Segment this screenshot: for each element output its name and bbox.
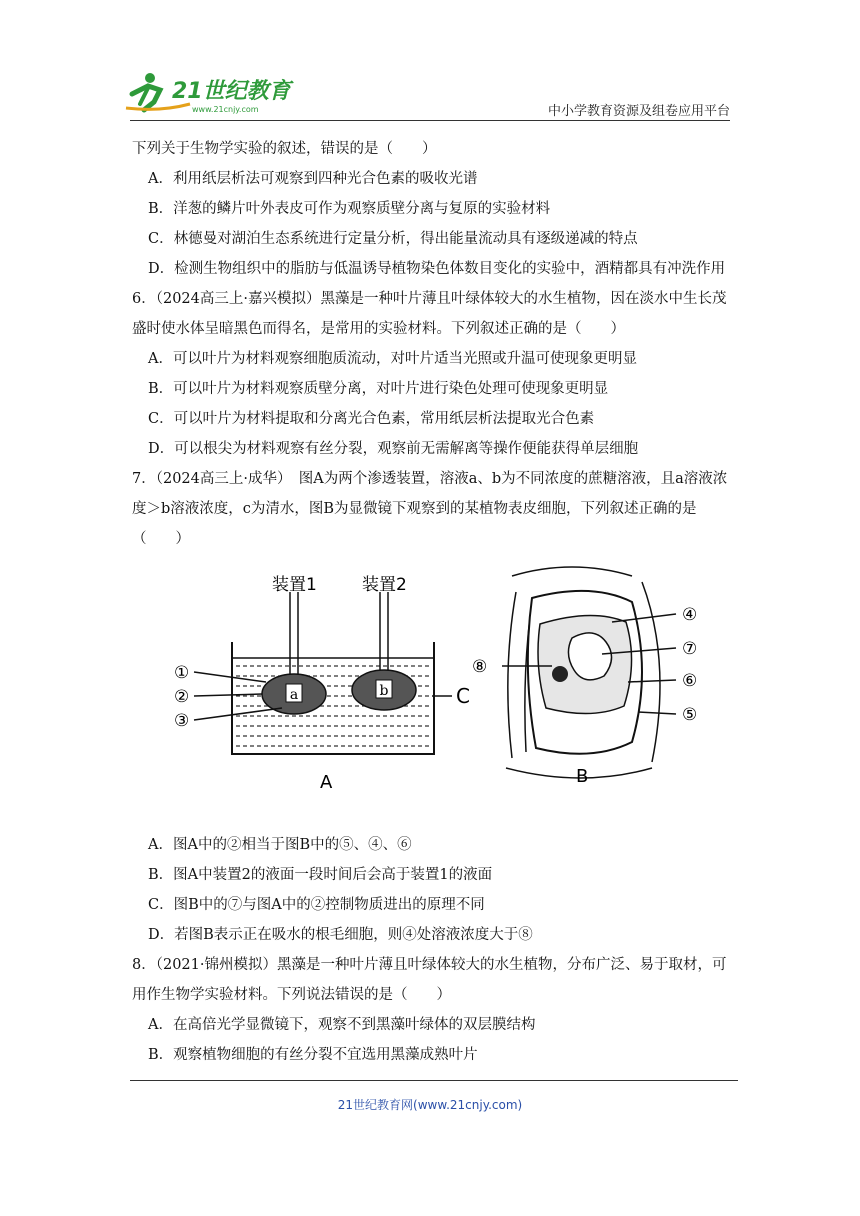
q8-stem: 8．（2021·锦州模拟）黑藻是一种叶片薄且叶绿体较大的水生植物，分布广泛、易于取材，可用作生物学实验材料。下列说法错误的是（ ）: [132, 957, 727, 1003]
q6-option-c: C．可以叶片为材料提取和分离光合色素，常用纸层析法提取光合色素: [148, 411, 595, 427]
logo-figure-icon: [145, 73, 155, 83]
marker-6: ⑥: [682, 671, 698, 691]
header-divider: [130, 120, 730, 121]
q5-option-b: B．洋葱的鳞片叶外表皮可作为观察质壁分离与复原的实验材料: [148, 201, 551, 217]
platform-name: 中小学教育资源及组卷应用平台: [547, 104, 730, 119]
page-footer: 21世纪教育网(www.21cnjy.com): [337, 1098, 523, 1112]
marker-4: ④: [682, 605, 698, 625]
q6-option-d: D．可以根尖为材料观察有丝分裂，观察前无需解离等操作便能获得单层细胞: [148, 441, 639, 457]
q8-option-b: B．观察植物细胞的有丝分裂不宜选用黑藻成熟叶片: [148, 1047, 478, 1063]
q7-option-a: A．图A中的②相当于图B中的⑤、④、⑥: [148, 837, 412, 853]
q7-stem: 7．（2024高三上·成华） 图A为两个渗透装置，溶液a、b为不同浓度的蔗糖溶液，且a溶液浓度＞b溶液浓度，c为清水，图B为显微镜下观察到的某植物表皮细胞，下列叙述正确的是（ ）: [132, 471, 728, 547]
marker-5: ⑤: [682, 705, 698, 725]
marker-3: ③: [174, 711, 190, 731]
label-b: b: [379, 683, 389, 699]
q7-option-d: D．若图B表示正在吸水的根毛细胞，则④处溶液浓度大于⑧: [148, 927, 533, 943]
caption-a: A: [320, 772, 333, 793]
footer-divider: [130, 1080, 738, 1081]
page-content: [132, 134, 740, 1070]
logo: [120, 64, 320, 120]
figure-b: [472, 567, 697, 787]
logo-text: 21世纪教育: [172, 79, 291, 104]
q6-stem: 6．（2024高三上·嘉兴模拟）黑藻是一种叶片薄且叶绿体较大的水生植物，因在淡水中生长茂盛时使水体呈暗黑色而得名，是常用的实验材料。下列叙述正确的是（ ）: [132, 291, 727, 337]
q5-option-a: A．利用纸层析法可观察到四种光合色素的吸收光谱: [148, 171, 478, 187]
marker-8: ⑧: [472, 657, 488, 677]
label-c: C: [456, 684, 470, 708]
logo-url: www.21cnjy.com: [192, 105, 259, 114]
q7-option-c: C．图B中的⑦与图A中的②控制物质进出的原理不同: [148, 897, 485, 913]
osmosis-diagram: [132, 562, 740, 820]
device-1-label: 装置1: [272, 575, 317, 595]
nucleus: [552, 666, 568, 682]
q6-option-a: A．可以叶片为材料观察细胞质流动，对叶片适当光照或升温可使现象更明显: [148, 351, 637, 367]
q5-option-d: D．检测生物组织中的脂肪与低温诱导植物染色体数目变化的实验中，酒精都具有冲洗作用: [148, 261, 726, 277]
marker-1: ①: [174, 663, 190, 683]
q7-option-b: B．图A中装置2的液面一段时间后会高于装置1的液面: [148, 867, 493, 883]
q5-option-c: C．林德曼对湖泊生态系统进行定量分析，得出能量流动具有逐级递减的特点: [148, 231, 638, 247]
q5-stem: 下列关于生物学实验的叙述，错误的是（ ）: [132, 141, 437, 157]
label-a: a: [289, 687, 299, 703]
marker-7: ⑦: [682, 639, 698, 659]
device-2-label: 装置2: [362, 575, 407, 595]
figure-a: [174, 575, 470, 793]
q7-figure: [132, 562, 740, 820]
caption-b: B: [576, 766, 589, 787]
q8-option-a: A．在高倍光学显微镜下，观察不到黑藻叶绿体的双层膜结构: [148, 1017, 536, 1033]
page-header: [120, 64, 730, 124]
marker-2: ②: [174, 687, 190, 707]
q6-option-b: B．可以叶片为材料观察质壁分离，对叶片进行染色处理可使现象更明显: [148, 381, 609, 397]
